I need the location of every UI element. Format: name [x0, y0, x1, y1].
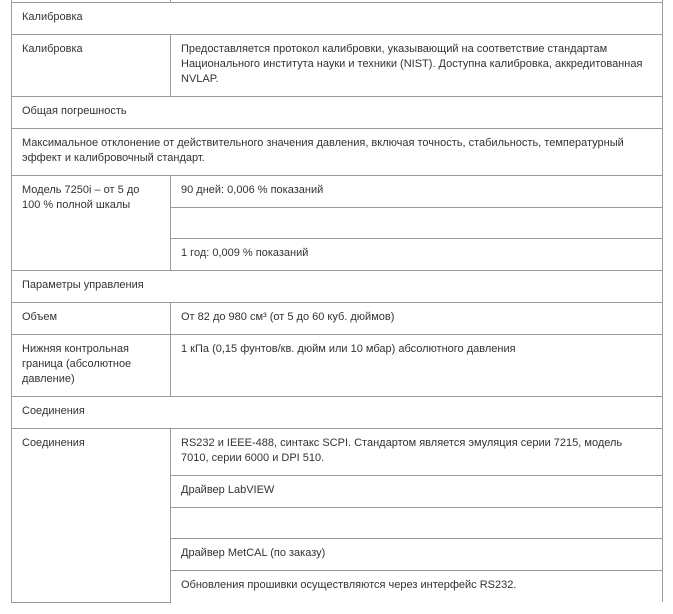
specifications-table	[11, 0, 663, 603]
lower-limit-value: 1 кПа (0,15 фунтов/кв. дюйм или 10 мбар) абсолютного давления	[171, 335, 663, 397]
connections-metcal-value: Драйвер MetCAL (по заказу)	[171, 539, 663, 571]
section-row-accuracy	[12, 97, 663, 129]
table-row-lower-limit	[12, 335, 663, 397]
section-row-control	[12, 271, 663, 303]
table-row-volume	[12, 303, 663, 335]
connections-interfaces-value: RS232 и IEEE-488, синтакс SCPI. Стандартом является эмуляция серии 7215, модель 7010, серии 6000 и DPI 510.	[171, 429, 663, 476]
calibration-label: Калибровка	[12, 35, 171, 97]
accuracy-empty-cell	[171, 208, 663, 239]
connections-empty-cell	[171, 508, 663, 539]
table-row-calibration	[12, 35, 663, 97]
section-header-control: Параметры управления	[12, 271, 663, 303]
lower-limit-label: Нижняя контрольная граница (абсолютное давление)	[12, 335, 171, 397]
section-row-connections	[12, 397, 663, 429]
calibration-value: Предоставляется протокол калибровки, указывающий на соответствие стандартам Национального института науки и техники (NIST). Доступна калибровка, аккредитованная NVLAP.	[171, 35, 663, 97]
volume-label: Объем	[12, 303, 171, 335]
accuracy-description: Максимальное отклонение от действительного значения давления, включая точность, стабильность, температурный эффект и калибровочный стандарт.	[12, 129, 663, 176]
table-row-accuracy-90-days	[12, 176, 663, 208]
table-row-accuracy-description	[12, 129, 663, 176]
accuracy-model-label: Модель 7250i – от 5 до 100 % полной шкалы	[12, 176, 171, 271]
accuracy-1-year-value: 1 год: 0,009 % показаний	[171, 239, 663, 271]
connections-firmware-value: Обновления прошивки осуществляются через интерфейс RS232.	[171, 571, 663, 603]
accuracy-90-days-value: 90 дней: 0,006 % показаний	[171, 176, 663, 208]
section-header-connections: Соединения	[12, 397, 663, 429]
connections-labview-value: Драйвер LabVIEW	[171, 476, 663, 508]
table-row-connections-interfaces	[12, 429, 663, 476]
section-header-accuracy: Общая погрешность	[12, 97, 663, 129]
section-row-calibration	[12, 3, 663, 35]
volume-value: От 82 до 980 см³ (от 5 до 60 куб. дюймов)	[171, 303, 663, 335]
connections-label: Соединения	[12, 429, 171, 603]
section-header-calibration: Калибровка	[12, 3, 663, 35]
